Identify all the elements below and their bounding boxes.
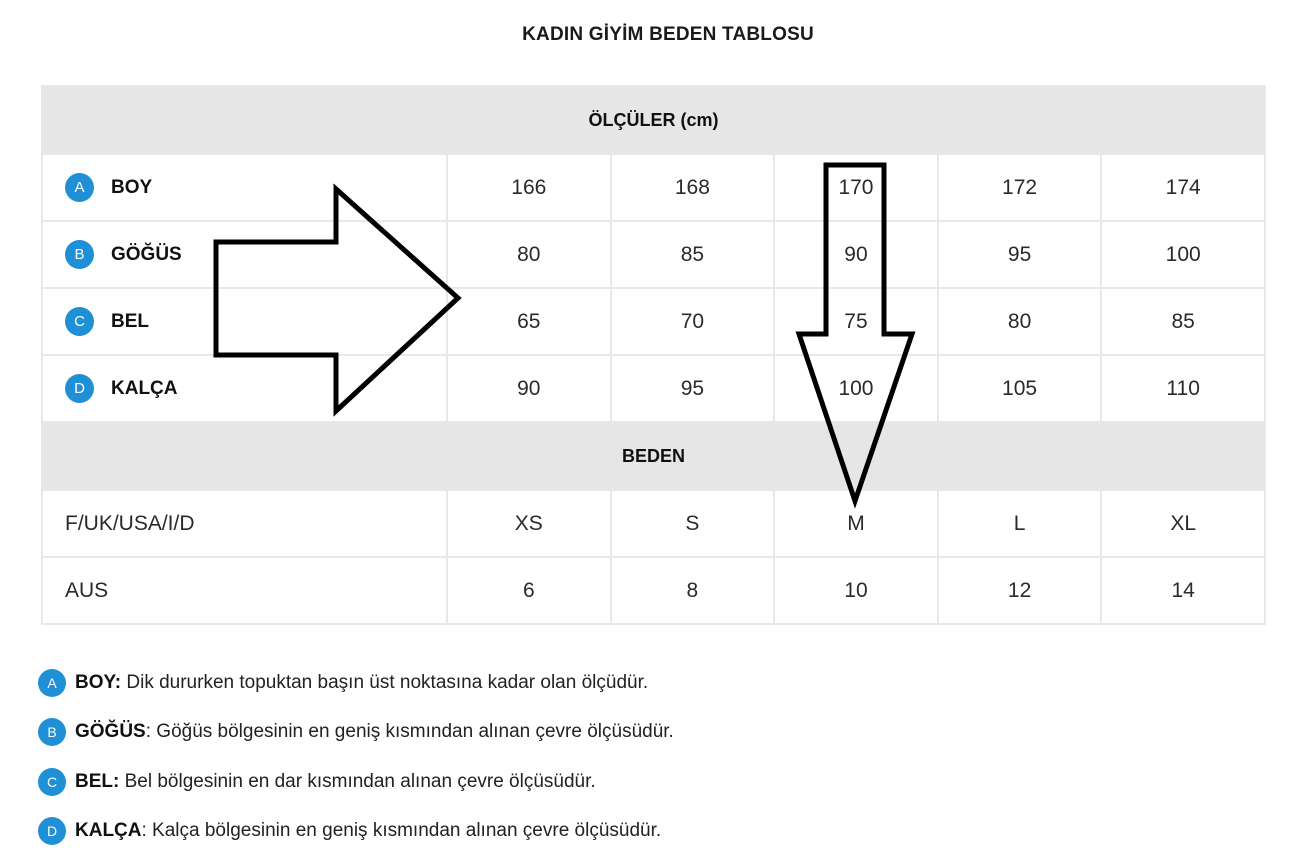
definition-item — [38, 708, 674, 758]
measurement-label: BOY — [111, 177, 152, 199]
size-header: BEDEN — [42, 422, 1265, 490]
size-row-eu — [42, 490, 1265, 557]
table-cell: M — [774, 490, 938, 557]
table-cell: 100 — [1101, 221, 1265, 288]
table-cell: 65 — [447, 288, 611, 355]
table-cell: 170 — [774, 154, 938, 221]
letter-c-badge: C — [65, 307, 94, 336]
size-header-row — [42, 422, 1265, 490]
size-chart-table — [41, 85, 1266, 625]
table-cell: 172 — [938, 154, 1102, 221]
table-cell: 70 — [611, 288, 775, 355]
table-cell: 8 — [611, 557, 775, 624]
table-cell: 85 — [611, 221, 775, 288]
definition-text: : Göğüs bölgesinin en geniş kısmından alınan çevre ölçüsüdür. — [146, 721, 674, 742]
table-cell: 10 — [774, 557, 938, 624]
table-cell: XL — [1101, 490, 1265, 557]
definition-text: : Kalça bölgesinin en geniş kısmından alınan çevre ölçüsüdür. — [142, 820, 662, 841]
table-cell: 12 — [938, 557, 1102, 624]
measurement-label: BEL — [111, 311, 149, 333]
table-cell: XS — [447, 490, 611, 557]
table-cell: 6 — [447, 557, 611, 624]
definition-term: BEL: — [75, 771, 119, 792]
letter-a-badge: A — [38, 669, 66, 697]
table-cell: 80 — [938, 288, 1102, 355]
definition-item — [38, 757, 674, 807]
letter-d-badge: D — [38, 817, 66, 845]
definition-item — [38, 658, 674, 708]
measurement-label: GÖĞÜS — [111, 244, 182, 266]
table-cell: 95 — [611, 355, 775, 422]
letter-b-badge: B — [38, 718, 66, 746]
table-cell: L — [938, 490, 1102, 557]
table-cell: 14 — [1101, 557, 1265, 624]
definition-item — [38, 807, 674, 856]
letter-a-badge: A — [65, 173, 94, 202]
page-title: KADIN GİYİM BEDEN TABLOSU — [0, 24, 1306, 46]
letter-d-badge: D — [65, 374, 94, 403]
table-cell: 90 — [447, 355, 611, 422]
definition-term: BOY: — [75, 672, 121, 693]
measurements-header: ÖLÇÜLER (cm) — [42, 86, 1265, 154]
table-cell: 105 — [938, 355, 1102, 422]
table-cell: 75 — [774, 288, 938, 355]
measurements-header-row — [42, 86, 1265, 154]
table-cell: 166 — [447, 154, 611, 221]
measurement-label: KALÇA — [111, 378, 178, 400]
letter-c-badge: C — [38, 768, 66, 796]
measurement-row-bel — [42, 288, 1265, 355]
table-cell: 100 — [774, 355, 938, 422]
measurement-row-boy — [42, 154, 1265, 221]
size-row-aus — [42, 557, 1265, 624]
measurement-row-kalca — [42, 355, 1265, 422]
definition-term: GÖĞÜS — [75, 721, 146, 742]
table-cell: 95 — [938, 221, 1102, 288]
table-cell: 174 — [1101, 154, 1265, 221]
table-cell: 90 — [774, 221, 938, 288]
definition-term: KALÇA — [75, 820, 142, 841]
size-system-label: AUS — [42, 557, 447, 624]
definitions-list — [38, 658, 674, 856]
table-cell: 85 — [1101, 288, 1265, 355]
measurement-row-gogus — [42, 221, 1265, 288]
table-cell: S — [611, 490, 775, 557]
table-cell: 168 — [611, 154, 775, 221]
size-system-label: F/UK/USA/I/D — [42, 490, 447, 557]
letter-b-badge: B — [65, 240, 94, 269]
definition-text: Bel bölgesinin en dar kısmından alınan çevre ölçüsüdür. — [119, 771, 595, 792]
table-cell: 110 — [1101, 355, 1265, 422]
definition-text: Dik dururken topuktan başın üst noktasına kadar olan ölçüdür. — [121, 672, 648, 693]
table-cell: 80 — [447, 221, 611, 288]
